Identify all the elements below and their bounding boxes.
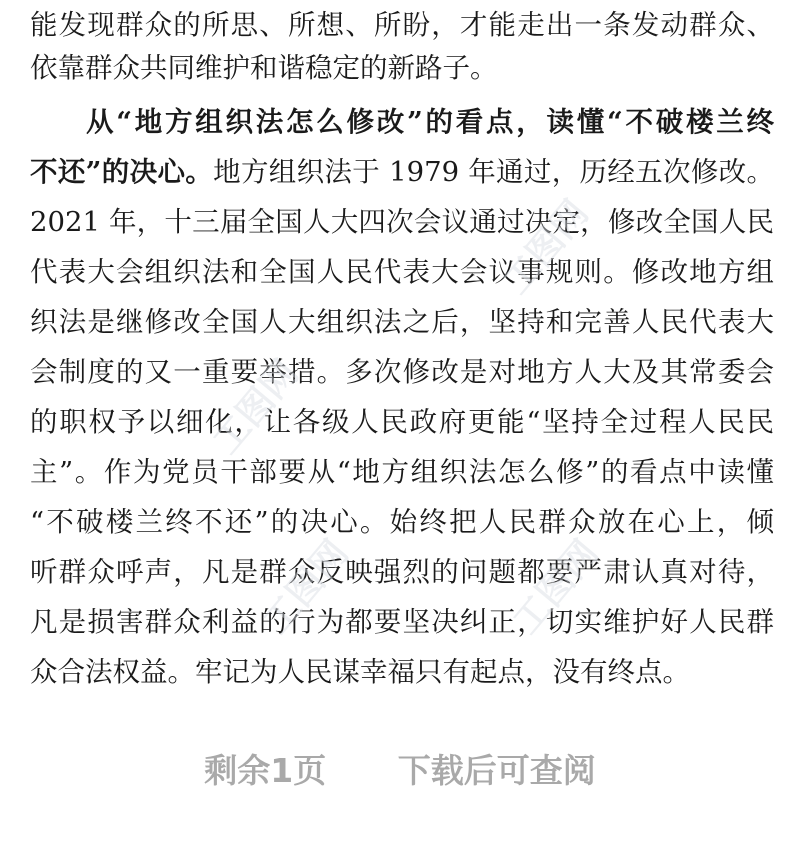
text-line: 听群众呼声，凡是群众反映强烈的问题都要严肃认真对待，	[30, 556, 774, 588]
text-line: 织法是继修改全国人大组织法之后，坚持和完善人民代表大	[30, 306, 774, 338]
text-line: 2021 年，十三届全国人大四次会议通过决定，修改全国人民	[30, 206, 774, 238]
section-heading-end: 不还”的决心。	[30, 156, 214, 188]
remaining-pages-label: 剩余1页	[204, 751, 327, 790]
text-line: 会制度的又一重要举措。多次修改是对地方人大及其常委会	[30, 356, 774, 388]
text-line: 能发现群众的所思、所想、所盼，才能走出一条发动群众、	[30, 9, 774, 41]
remaining-pages-bar	[0, 745, 800, 797]
watermark: 工图网	[495, 192, 597, 302]
text-line: 凡是损害群众利益的行为都要坚决纠正，切实维护好人民群	[30, 606, 774, 638]
text-line: 代表大会组织法和全国人民代表大会议事规则。修改地方组	[30, 256, 774, 288]
text-line: 主”。作为党员干部要从“地方组织法怎么修”的看点中读懂	[30, 456, 774, 488]
watermark: 工图网	[505, 532, 607, 642]
text-line	[30, 147, 774, 197]
watermark: 工图网	[255, 532, 357, 642]
text-line: 依靠群众共同维护和谐稳定的新路子。	[30, 52, 498, 84]
text-line: 众合法权益。牢记为人民谋幸福只有起点，没有终点。	[30, 656, 690, 688]
text-segment: 地方组织法于 1979 年通过，历经五次修改。	[213, 156, 774, 188]
section-heading: 从“地方组织法怎么修改”的看点，读懂“不破楼兰终	[86, 106, 774, 138]
download-to-view-link[interactable]: 下载后可查阅	[397, 751, 596, 790]
text-line: “不破楼兰终不还”的决心。始终把人民群众放在心上，倾	[30, 506, 774, 538]
text-line: 的职权予以细化，让各级人民政府更能“坚持全过程人民民	[30, 406, 774, 438]
watermark: 工图网	[205, 352, 307, 462]
